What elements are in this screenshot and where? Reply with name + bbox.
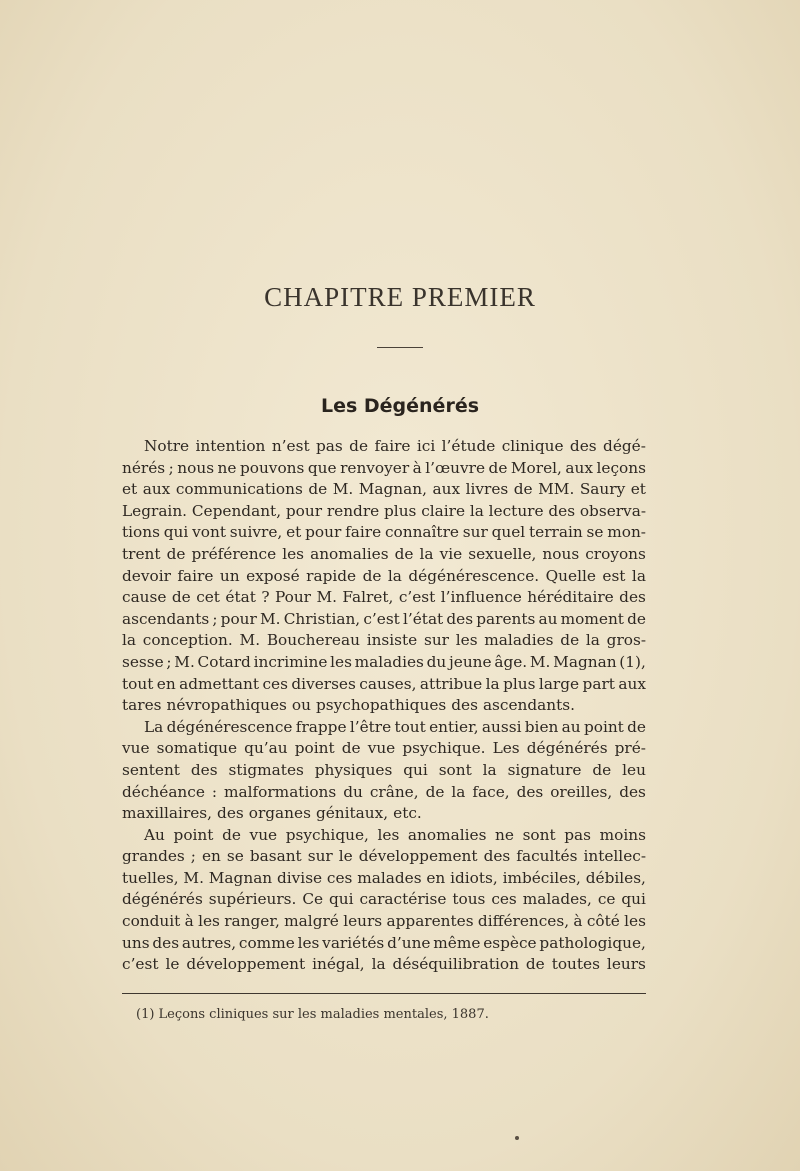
text-line: tuelles, M. Magnan divise ces malades en idiots, imbéciles, débiles, bbox=[122, 868, 646, 887]
text-line: vue somatique qu’au point de vue psychique. Les dégénérés pré- bbox=[122, 739, 646, 758]
text-line: conduit à les ranger, malgré leurs apparentes différences, à côté les bbox=[122, 912, 646, 931]
text-line: tout en admettant ces diverses causes, attribue la plus large part aux bbox=[122, 674, 646, 693]
footnote: (1) Leçons cliniques sur les maladies mentales, 1887. bbox=[136, 1007, 489, 1022]
text-line: devoir faire un exposé rapide de la dégénérescence. Quelle est la bbox=[122, 566, 646, 585]
page-speck bbox=[515, 1136, 519, 1140]
text-line: tares névropathiques ou psychopathiques des ascendants. bbox=[122, 696, 576, 715]
text-line: et aux communications de M. Magnan, aux livres de MM. Saury et bbox=[122, 480, 646, 499]
text-line: uns des autres, comme les variétés d’une même espèce pathologique, bbox=[122, 933, 646, 952]
text-line: nérés ; nous ne pouvons que renvoyer à l’œuvre de Morel, aux leçons bbox=[122, 458, 646, 477]
text-line: La dégénérescence frappe l’être tout entier, aussi bien au point de bbox=[144, 717, 646, 736]
body-text bbox=[122, 436, 646, 976]
text-line: c’est le développement inégal, la déséquilibration de toutes leurs bbox=[122, 955, 646, 974]
text-line: dégénérés supérieurs. Ce qui caractérise tous ces malades, ce qui bbox=[122, 890, 646, 909]
section-title: Les Dégénérés bbox=[320, 395, 480, 417]
text-line: trent de préférence les anomalies de la vie sexuelle, nous croyons bbox=[122, 544, 646, 563]
text-line: Legrain. Cependant, pour rendre plus claire la lecture des observa- bbox=[122, 501, 646, 520]
text-line: maxillaires, des organes génitaux, etc. bbox=[122, 804, 422, 823]
title-divider bbox=[377, 347, 423, 348]
text-line: déchéance : malformations du crâne, de la face, des oreilles, des bbox=[122, 782, 646, 801]
text-line: ascendants ; pour M. Christian, c’est l’état des parents au moment de bbox=[122, 609, 646, 628]
text-line: sentent des stigmates physiques qui sont la signature de leu bbox=[122, 760, 646, 779]
text-line: Notre intention n’est pas de faire ici l’étude clinique des dégé- bbox=[144, 437, 646, 455]
text-line: la conception. M. Bouchereau insiste sur les maladies de la gros- bbox=[122, 631, 646, 650]
text-line: grandes ; en se basant sur le développement des facultés intellec- bbox=[122, 847, 646, 866]
text-line: tions qui vont suivre, et pour faire connaître sur quel terrain se mon- bbox=[122, 523, 646, 542]
text-line: Au point de vue psychique, les anomalies ne sont pas moins bbox=[144, 825, 646, 844]
text-line: sesse ; M. Cotard incrimine les maladies du jeune âge. M. Magnan (1), bbox=[122, 652, 646, 671]
footnote-divider bbox=[122, 993, 646, 994]
text-line: cause de cet état ? Pour M. Falret, c’est l’influence héréditaire des bbox=[122, 588, 646, 607]
chapter-title: CHAPITRE PREMIER bbox=[264, 282, 536, 312]
